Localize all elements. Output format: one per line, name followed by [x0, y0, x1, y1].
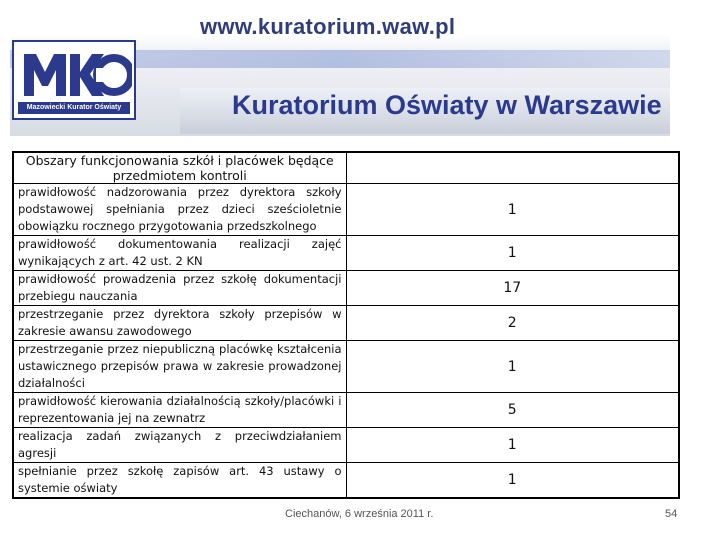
- row-value: 2: [346, 306, 679, 341]
- row-value: 1: [346, 428, 679, 463]
- site-title: Kuratorium Oświaty w Warszawie: [232, 90, 662, 120]
- slide-number: 54: [665, 508, 678, 520]
- row-description: prawidłowość nadzorowania przez dyrektora szkoły podstawowej spełniania przez dzieci sześcioletnie obowiązku rocznego przygotowania przedszkolnego: [14, 184, 347, 236]
- table-row: [14, 341, 679, 393]
- site-url[interactable]: www.kuratorium.waw.pl: [200, 14, 456, 39]
- row-description: prawidłowość dokumentowania realizacji zajęć wynikających z art. 42 ust. 2 KN: [14, 236, 347, 271]
- row-value: 5: [346, 393, 679, 428]
- table-header-row: [14, 153, 679, 184]
- table-row: [14, 463, 679, 498]
- logo-caption: Mazowiecki Kurator Oświaty: [18, 102, 130, 114]
- footer-date: Ciechanów, 6 września 2011 r.: [285, 508, 434, 520]
- row-value: 1: [346, 236, 679, 271]
- table-row: [14, 184, 679, 236]
- row-value: 1: [346, 463, 679, 498]
- row-description: spełnianie przez szkołę zapisów art. 43 ustawy o systemie oświaty: [14, 463, 347, 498]
- table-row: [14, 271, 679, 306]
- mko-logo-mark: [18, 46, 132, 102]
- inspection-table-grid: [13, 152, 679, 498]
- row-value: 17: [346, 271, 679, 306]
- mko-logo: [12, 40, 136, 120]
- inspection-table: [12, 151, 680, 499]
- table-row: [14, 428, 679, 463]
- row-description: przestrzeganie przez niepubliczną placówkę kształcenia ustawicznego przepisów prawa w zakresie prowadzonej działalności: [14, 341, 347, 393]
- table-row: [14, 393, 679, 428]
- table-heading: Obszary funkcjonowania szkół i placówek będące przedmiotem kontroli: [14, 153, 347, 184]
- row-description: przestrzeganie przez dyrektora szkoły przepisów w zakresie awansu zawodowego: [14, 306, 347, 341]
- row-value: 1: [346, 184, 679, 236]
- row-value: 1: [346, 341, 679, 393]
- row-description: prawidłowość prowadzenia przez szkołę dokumentacji przebiegu nauczania: [14, 271, 347, 306]
- table-row: [14, 306, 679, 341]
- row-description: realizacja zadań związanych z przeciwdziałaniem agresji: [14, 428, 347, 463]
- table-heading-value: [346, 153, 679, 184]
- row-description: prawidłowość kierowania działalnością szkoły/placówki i reprezentowania jej na zewnatrz: [14, 393, 347, 428]
- table-row: [14, 236, 679, 271]
